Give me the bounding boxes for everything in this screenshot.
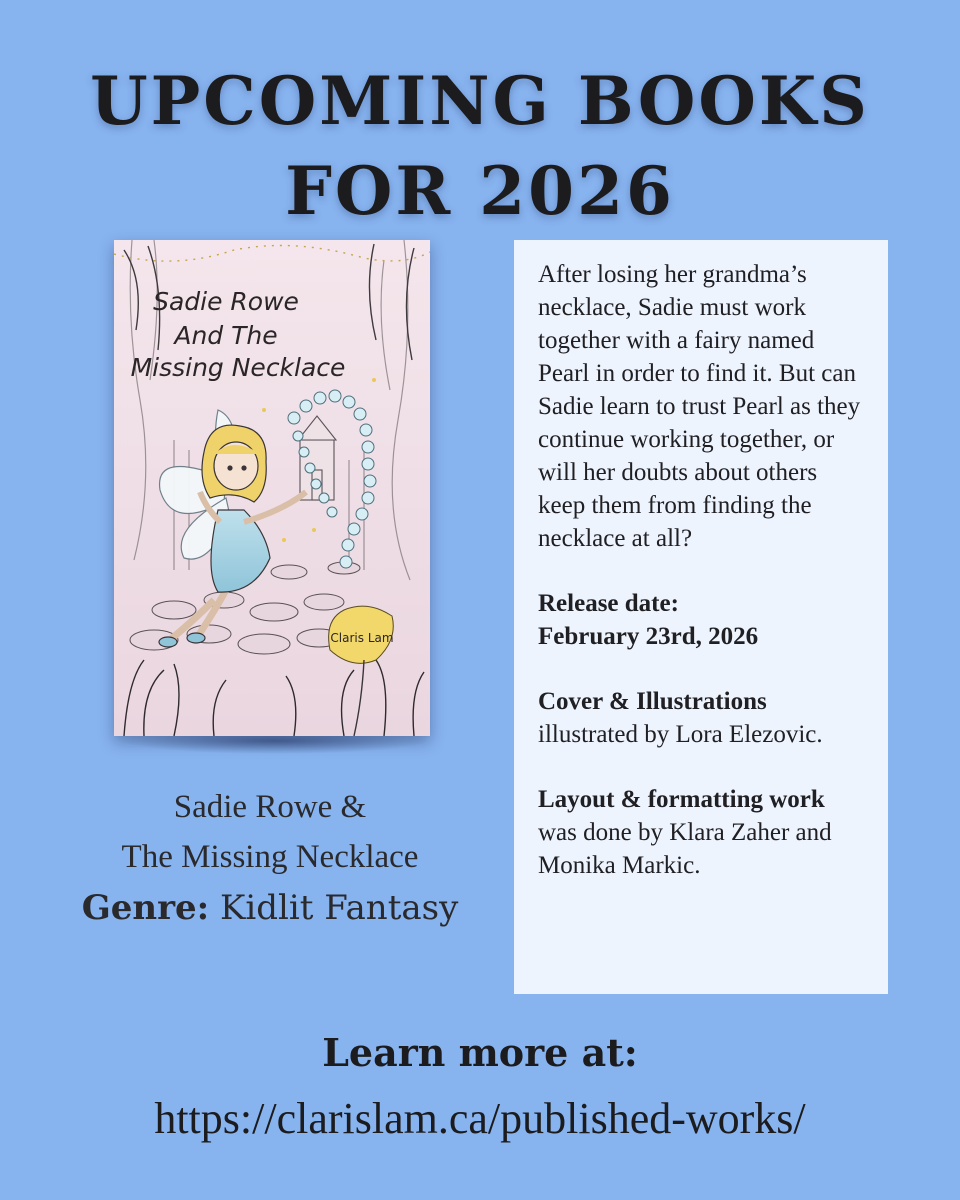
book-title-line-2: The Missing Necklace — [121, 839, 419, 875]
layout-credit-label: Layout & formatting work — [538, 786, 825, 813]
cta-title: Learn more at: — [322, 1030, 638, 1075]
headline-line-1: UPCOMING BOOKS — [90, 62, 870, 140]
page-headline — [0, 56, 960, 236]
cover-title-line-1: Sadie Rowe — [153, 287, 299, 316]
cover-title-line-3: Missing Necklace — [130, 353, 346, 382]
cover-credit-text: illustrated by Lora Elezovic. — [538, 721, 823, 748]
book-title — [60, 782, 480, 882]
release-date: February 23rd, 2026 — [538, 623, 759, 650]
genre-label: Genre: — [81, 888, 210, 928]
cover-title-line-2: And The — [174, 321, 278, 350]
call-to-action — [0, 1024, 960, 1152]
cover-credit-label: Cover & Illustrations — [538, 688, 767, 715]
cover-credit-block — [538, 685, 868, 751]
book-cover-image — [114, 240, 430, 736]
release-label: Release date: — [538, 590, 679, 617]
description-panel — [514, 240, 888, 994]
genre-line — [40, 888, 500, 928]
layout-credit-text: was done by Klara Zaher and Monika Markic. — [538, 819, 832, 879]
release-block — [538, 587, 868, 653]
cta-url-link[interactable]: https://clarislam.ca/published-works/ — [154, 1094, 806, 1143]
headline-line-2: FOR 2026 — [285, 152, 675, 230]
book-title-line-1: Sadie Rowe & — [173, 789, 367, 825]
cover-author: Claris Lam — [330, 631, 394, 645]
genre-value: Kidlit Fantasy — [219, 888, 459, 928]
layout-credit-block — [538, 783, 868, 882]
synopsis-text: After losing her grandma’s necklace, Sadie must work together with a fairy named Pearl in order to find it. But can Sadie learn to trust Pearl as they continue working together, or will her doubts about others keep them from finding the necklace at all? — [538, 261, 861, 552]
